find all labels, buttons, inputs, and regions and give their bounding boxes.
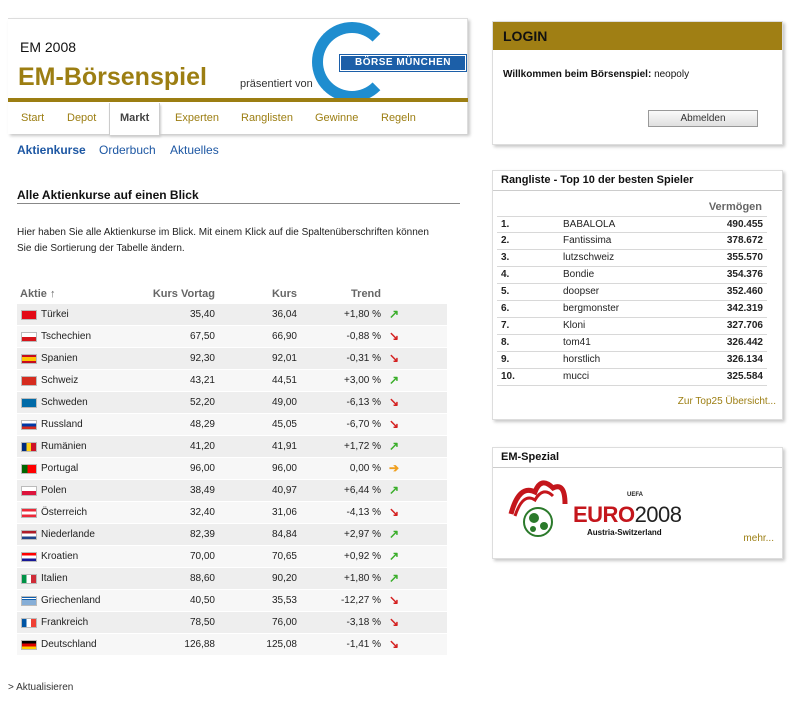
trend-value: +1,72 % bbox=[344, 441, 381, 452]
kurs-value: 96,00 bbox=[271, 463, 297, 474]
rank-position: 8. bbox=[501, 337, 510, 348]
flag-se-icon bbox=[21, 398, 37, 408]
player-value: 354.376 bbox=[726, 269, 763, 280]
kurs-value: 41,91 bbox=[271, 441, 297, 452]
nav-gewinne[interactable]: Gewinne bbox=[315, 112, 359, 124]
stock-name[interactable]: Polen bbox=[41, 485, 67, 496]
kurs-value: 44,51 bbox=[271, 375, 297, 386]
stock-name[interactable]: Türkei bbox=[41, 309, 69, 320]
trend-up-icon: ↗ bbox=[389, 373, 400, 387]
player-name: Fantissima bbox=[563, 235, 612, 246]
ranking-title: Rangliste - Top 10 der besten Spieler bbox=[493, 171, 782, 191]
ranking-row[interactable] bbox=[497, 284, 767, 301]
euro-subtitle: Austria-Switzerland bbox=[587, 528, 662, 537]
trend-value: -6,13 % bbox=[346, 397, 381, 408]
stock-name[interactable]: Griechenland bbox=[41, 595, 101, 606]
player-name: BABALOLA bbox=[563, 219, 616, 230]
rank-position: 6. bbox=[501, 303, 510, 314]
ranking-row[interactable] bbox=[497, 216, 767, 233]
table-row bbox=[17, 458, 447, 480]
stock-name[interactable]: Italien bbox=[41, 573, 68, 584]
stock-name[interactable]: Spanien bbox=[41, 353, 78, 364]
player-name: doopser bbox=[563, 286, 600, 297]
nav-experten[interactable]: Experten bbox=[175, 112, 220, 124]
ranking-column-header: Vermögen bbox=[708, 201, 762, 213]
ranking-row[interactable] bbox=[497, 267, 767, 284]
trend-value: -6,70 % bbox=[346, 419, 381, 430]
table-row bbox=[17, 502, 447, 524]
stock-name[interactable]: Niederlande bbox=[41, 529, 95, 540]
trend-down-icon: ↘ bbox=[389, 351, 400, 365]
trend-up-icon: ↗ bbox=[389, 549, 400, 563]
subnav-aktienkurse[interactable]: Aktienkurse bbox=[17, 143, 86, 157]
flag-at-icon bbox=[21, 508, 37, 518]
kurs-vortag-value: 88,60 bbox=[189, 573, 215, 584]
trend-value: +0,92 % bbox=[344, 551, 381, 562]
trend-value: +3,00 % bbox=[344, 375, 381, 386]
presented-by-label: präsentiert von bbox=[240, 78, 313, 90]
kurs-vortag-value: 92,30 bbox=[189, 353, 215, 364]
stock-name[interactable]: Russland bbox=[41, 419, 83, 430]
flag-nl-icon bbox=[21, 530, 37, 540]
player-name: bergmonster bbox=[563, 303, 620, 314]
nav-regeln[interactable]: Regeln bbox=[381, 112, 416, 124]
ranking-row[interactable] bbox=[497, 318, 767, 335]
trend-down-icon: ↘ bbox=[389, 615, 400, 629]
euro-wordmark: EURO2008 bbox=[573, 502, 682, 527]
kurs-value: 90,20 bbox=[271, 573, 297, 584]
player-value: 325.584 bbox=[726, 371, 763, 382]
trend-value: +2,97 % bbox=[344, 529, 381, 540]
table-row bbox=[17, 634, 447, 656]
flag-ru-icon bbox=[21, 420, 37, 430]
player-name: lutzschweiz bbox=[563, 252, 615, 263]
trend-value: +1,80 % bbox=[344, 309, 381, 320]
trend-value: -3,18 % bbox=[346, 617, 381, 628]
rank-position: 2. bbox=[501, 235, 510, 246]
trend-value: -0,88 % bbox=[346, 331, 381, 342]
kurs-value: 76,00 bbox=[271, 617, 297, 628]
ranking-row[interactable] bbox=[497, 335, 767, 352]
flag-de-icon bbox=[21, 640, 37, 650]
player-value: 342.319 bbox=[726, 303, 763, 314]
player-value: 327.706 bbox=[726, 320, 763, 331]
col-trend[interactable]: Trend bbox=[351, 288, 381, 300]
kurs-vortag-value: 40,50 bbox=[189, 595, 215, 606]
flag-ch-icon bbox=[21, 376, 37, 386]
trend-up-icon: ↗ bbox=[389, 307, 400, 321]
rank-position: 10. bbox=[501, 371, 515, 382]
ranking-row[interactable] bbox=[497, 352, 767, 369]
top25-link[interactable]: Zur Top25 Übersicht... bbox=[677, 396, 776, 407]
ranking-row[interactable] bbox=[497, 233, 767, 250]
em-spezial-card bbox=[492, 447, 783, 559]
logo-text: BÖRSE MÜNCHEN bbox=[340, 55, 466, 71]
trend-flat-icon: ➔ bbox=[389, 461, 400, 475]
rank-position: 1. bbox=[501, 219, 510, 230]
col-kurs-vortag[interactable]: Kurs Vortag bbox=[152, 288, 215, 300]
stock-name[interactable]: Schweiz bbox=[41, 375, 79, 386]
flag-tr-icon bbox=[21, 310, 37, 320]
table-row bbox=[17, 590, 447, 612]
table-row bbox=[17, 436, 447, 458]
kurs-vortag-value: 41,20 bbox=[189, 441, 215, 452]
trend-down-icon: ↘ bbox=[389, 505, 400, 519]
kurs-value: 45,05 bbox=[271, 419, 297, 430]
trend-up-icon: ↗ bbox=[389, 571, 400, 585]
player-name: Kloni bbox=[563, 320, 586, 331]
table-row bbox=[17, 304, 447, 326]
stock-name[interactable]: Deutschland bbox=[41, 639, 97, 650]
flag-pl-icon bbox=[21, 486, 37, 496]
kurs-vortag-value: 38,49 bbox=[189, 485, 215, 496]
ranking-row[interactable] bbox=[497, 250, 767, 267]
rank-position: 3. bbox=[501, 252, 510, 263]
header-divider bbox=[8, 98, 468, 102]
ranking-list bbox=[497, 216, 767, 386]
ranking-row[interactable] bbox=[497, 369, 767, 386]
mehr-link[interactable]: mehr... bbox=[743, 533, 774, 544]
app-title[interactable]: EM-Börsenspiel bbox=[18, 63, 207, 91]
flag-it-icon bbox=[21, 574, 37, 584]
table-row bbox=[17, 414, 447, 436]
kurs-vortag-value: 43,21 bbox=[189, 375, 215, 386]
section-intro: Hier haben Sie alle Aktienkurse im Blick. Mit einem Klick auf die Spaltenüberschriften können Sie die Sortierung der Tabelle ändern. bbox=[17, 227, 429, 254]
nav-start[interactable]: Start bbox=[21, 112, 45, 124]
kurs-value: 125,08 bbox=[266, 639, 297, 650]
sort-up-icon: ↑ bbox=[49, 288, 56, 300]
flag-es-icon bbox=[21, 354, 37, 364]
trend-down-icon: ↘ bbox=[389, 329, 400, 343]
col-kurs[interactable]: Kurs bbox=[271, 288, 297, 300]
stock-name[interactable]: Rumänien bbox=[41, 441, 87, 452]
kurs-vortag-value: 67,50 bbox=[189, 331, 215, 342]
trend-value: 0,00 % bbox=[349, 463, 381, 474]
player-value: 326.134 bbox=[726, 354, 763, 365]
ranking-row[interactable] bbox=[497, 301, 767, 318]
kurs-vortag-value: 32,40 bbox=[189, 507, 215, 518]
kurs-value: 84,84 bbox=[271, 529, 297, 540]
rank-position: 9. bbox=[501, 354, 510, 365]
euro2008-logo[interactable] bbox=[505, 474, 695, 544]
table-row bbox=[17, 480, 447, 502]
stock-table bbox=[17, 284, 447, 656]
kurs-value: 36,04 bbox=[271, 309, 297, 320]
login-card bbox=[492, 21, 783, 145]
flag-cz-icon bbox=[21, 332, 37, 342]
player-value: 352.460 bbox=[726, 286, 763, 297]
subnav-orderbuch[interactable]: Orderbuch bbox=[99, 143, 156, 157]
rank-position: 7. bbox=[501, 320, 510, 331]
ranking-card bbox=[492, 170, 783, 420]
boerse-muenchen-logo[interactable] bbox=[312, 22, 468, 102]
kurs-value: 70,65 bbox=[271, 551, 297, 562]
table-row bbox=[17, 370, 447, 392]
stock-name[interactable]: Frankreich bbox=[41, 617, 89, 628]
player-value: 490.455 bbox=[726, 219, 763, 230]
euro-flame-icon bbox=[505, 474, 575, 544]
trend-down-icon: ↘ bbox=[389, 417, 400, 431]
flag-pt-icon bbox=[21, 464, 37, 474]
col-aktie[interactable]: Aktie ↑ bbox=[20, 288, 56, 300]
trend-value: -0,31 % bbox=[346, 353, 381, 364]
trend-down-icon: ↘ bbox=[389, 637, 400, 651]
kurs-value: 31,06 bbox=[271, 507, 297, 518]
table-row bbox=[17, 326, 447, 348]
kurs-vortag-value: 126,88 bbox=[184, 639, 215, 650]
spezial-title: EM-Spezial bbox=[493, 448, 782, 468]
site-header bbox=[8, 18, 468, 134]
trend-value: -1,41 % bbox=[346, 639, 381, 650]
kurs-vortag-value: 82,39 bbox=[189, 529, 215, 540]
flag-hr-icon bbox=[21, 552, 37, 562]
trend-value: +6,44 % bbox=[344, 485, 381, 496]
trend-value: -4,13 % bbox=[346, 507, 381, 518]
refresh-link[interactable]: > Aktualisieren bbox=[8, 682, 74, 693]
player-value: 355.570 bbox=[726, 252, 763, 263]
logout-button[interactable]: Abmelden bbox=[648, 110, 758, 127]
player-value: 326.442 bbox=[726, 337, 763, 348]
login-title: LOGIN bbox=[493, 22, 782, 50]
stock-name[interactable]: Kroatien bbox=[41, 551, 79, 562]
nav-ranglisten[interactable]: Ranglisten bbox=[241, 112, 293, 124]
kurs-value: 49,00 bbox=[271, 397, 297, 408]
trend-down-icon: ↘ bbox=[389, 395, 400, 409]
trend-up-icon: ↗ bbox=[389, 439, 400, 453]
kurs-vortag-value: 96,00 bbox=[189, 463, 215, 474]
table-row bbox=[17, 612, 447, 634]
section-divider bbox=[17, 203, 460, 204]
player-name: tom41 bbox=[563, 337, 591, 348]
rank-position: 5. bbox=[501, 286, 510, 297]
nav-depot[interactable]: Depot bbox=[67, 112, 97, 124]
trend-up-icon: ↗ bbox=[389, 527, 400, 541]
rank-position: 4. bbox=[501, 269, 510, 280]
flag-gr-icon bbox=[21, 596, 37, 606]
kurs-vortag-value: 35,40 bbox=[189, 309, 215, 320]
table-row bbox=[17, 392, 447, 414]
trend-value: -12,27 % bbox=[340, 595, 381, 606]
trend-up-icon: ↗ bbox=[389, 483, 400, 497]
stock-name[interactable]: Portugal bbox=[41, 463, 79, 474]
table-header bbox=[17, 284, 447, 304]
uefa-label: UEFA bbox=[627, 492, 644, 498]
kurs-value: 92,01 bbox=[271, 353, 297, 364]
kurs-value: 66,90 bbox=[271, 331, 297, 342]
player-name: Bondie bbox=[563, 269, 595, 280]
section-title: Alle Aktienkurse auf einen Blick bbox=[17, 188, 199, 202]
table-row bbox=[17, 524, 447, 546]
welcome-text: Willkommen beim Börsenspiel: neopoly bbox=[503, 69, 690, 80]
username: neopoly bbox=[654, 69, 690, 80]
kurs-vortag-value: 48,29 bbox=[189, 419, 215, 430]
table-row bbox=[17, 546, 447, 568]
subnav-aktuelles[interactable]: Aktuelles bbox=[170, 143, 219, 157]
flag-ro-icon bbox=[21, 442, 37, 452]
stock-name[interactable]: Schweden bbox=[41, 397, 88, 408]
player-name: horstlich bbox=[563, 354, 601, 365]
kurs-vortag-value: 70,00 bbox=[189, 551, 215, 562]
table-body bbox=[17, 304, 447, 656]
main-nav bbox=[8, 103, 468, 135]
stock-name[interactable]: Österreich bbox=[41, 507, 88, 518]
table-row bbox=[17, 348, 447, 370]
kurs-value: 40,97 bbox=[271, 485, 297, 496]
em-year-label: EM 2008 bbox=[20, 39, 77, 55]
flag-fr-icon bbox=[21, 618, 37, 628]
table-row bbox=[17, 568, 447, 590]
kurs-vortag-value: 78,50 bbox=[189, 617, 215, 628]
nav-markt[interactable]: Markt bbox=[109, 103, 160, 135]
player-value: 378.672 bbox=[726, 235, 763, 246]
kurs-value: 35,53 bbox=[271, 595, 297, 606]
trend-down-icon: ↘ bbox=[389, 593, 400, 607]
trend-value: +1,80 % bbox=[344, 573, 381, 584]
stock-name[interactable]: Tschechien bbox=[41, 331, 92, 342]
player-name: mucci bbox=[563, 371, 590, 382]
kurs-vortag-value: 52,20 bbox=[189, 397, 215, 408]
